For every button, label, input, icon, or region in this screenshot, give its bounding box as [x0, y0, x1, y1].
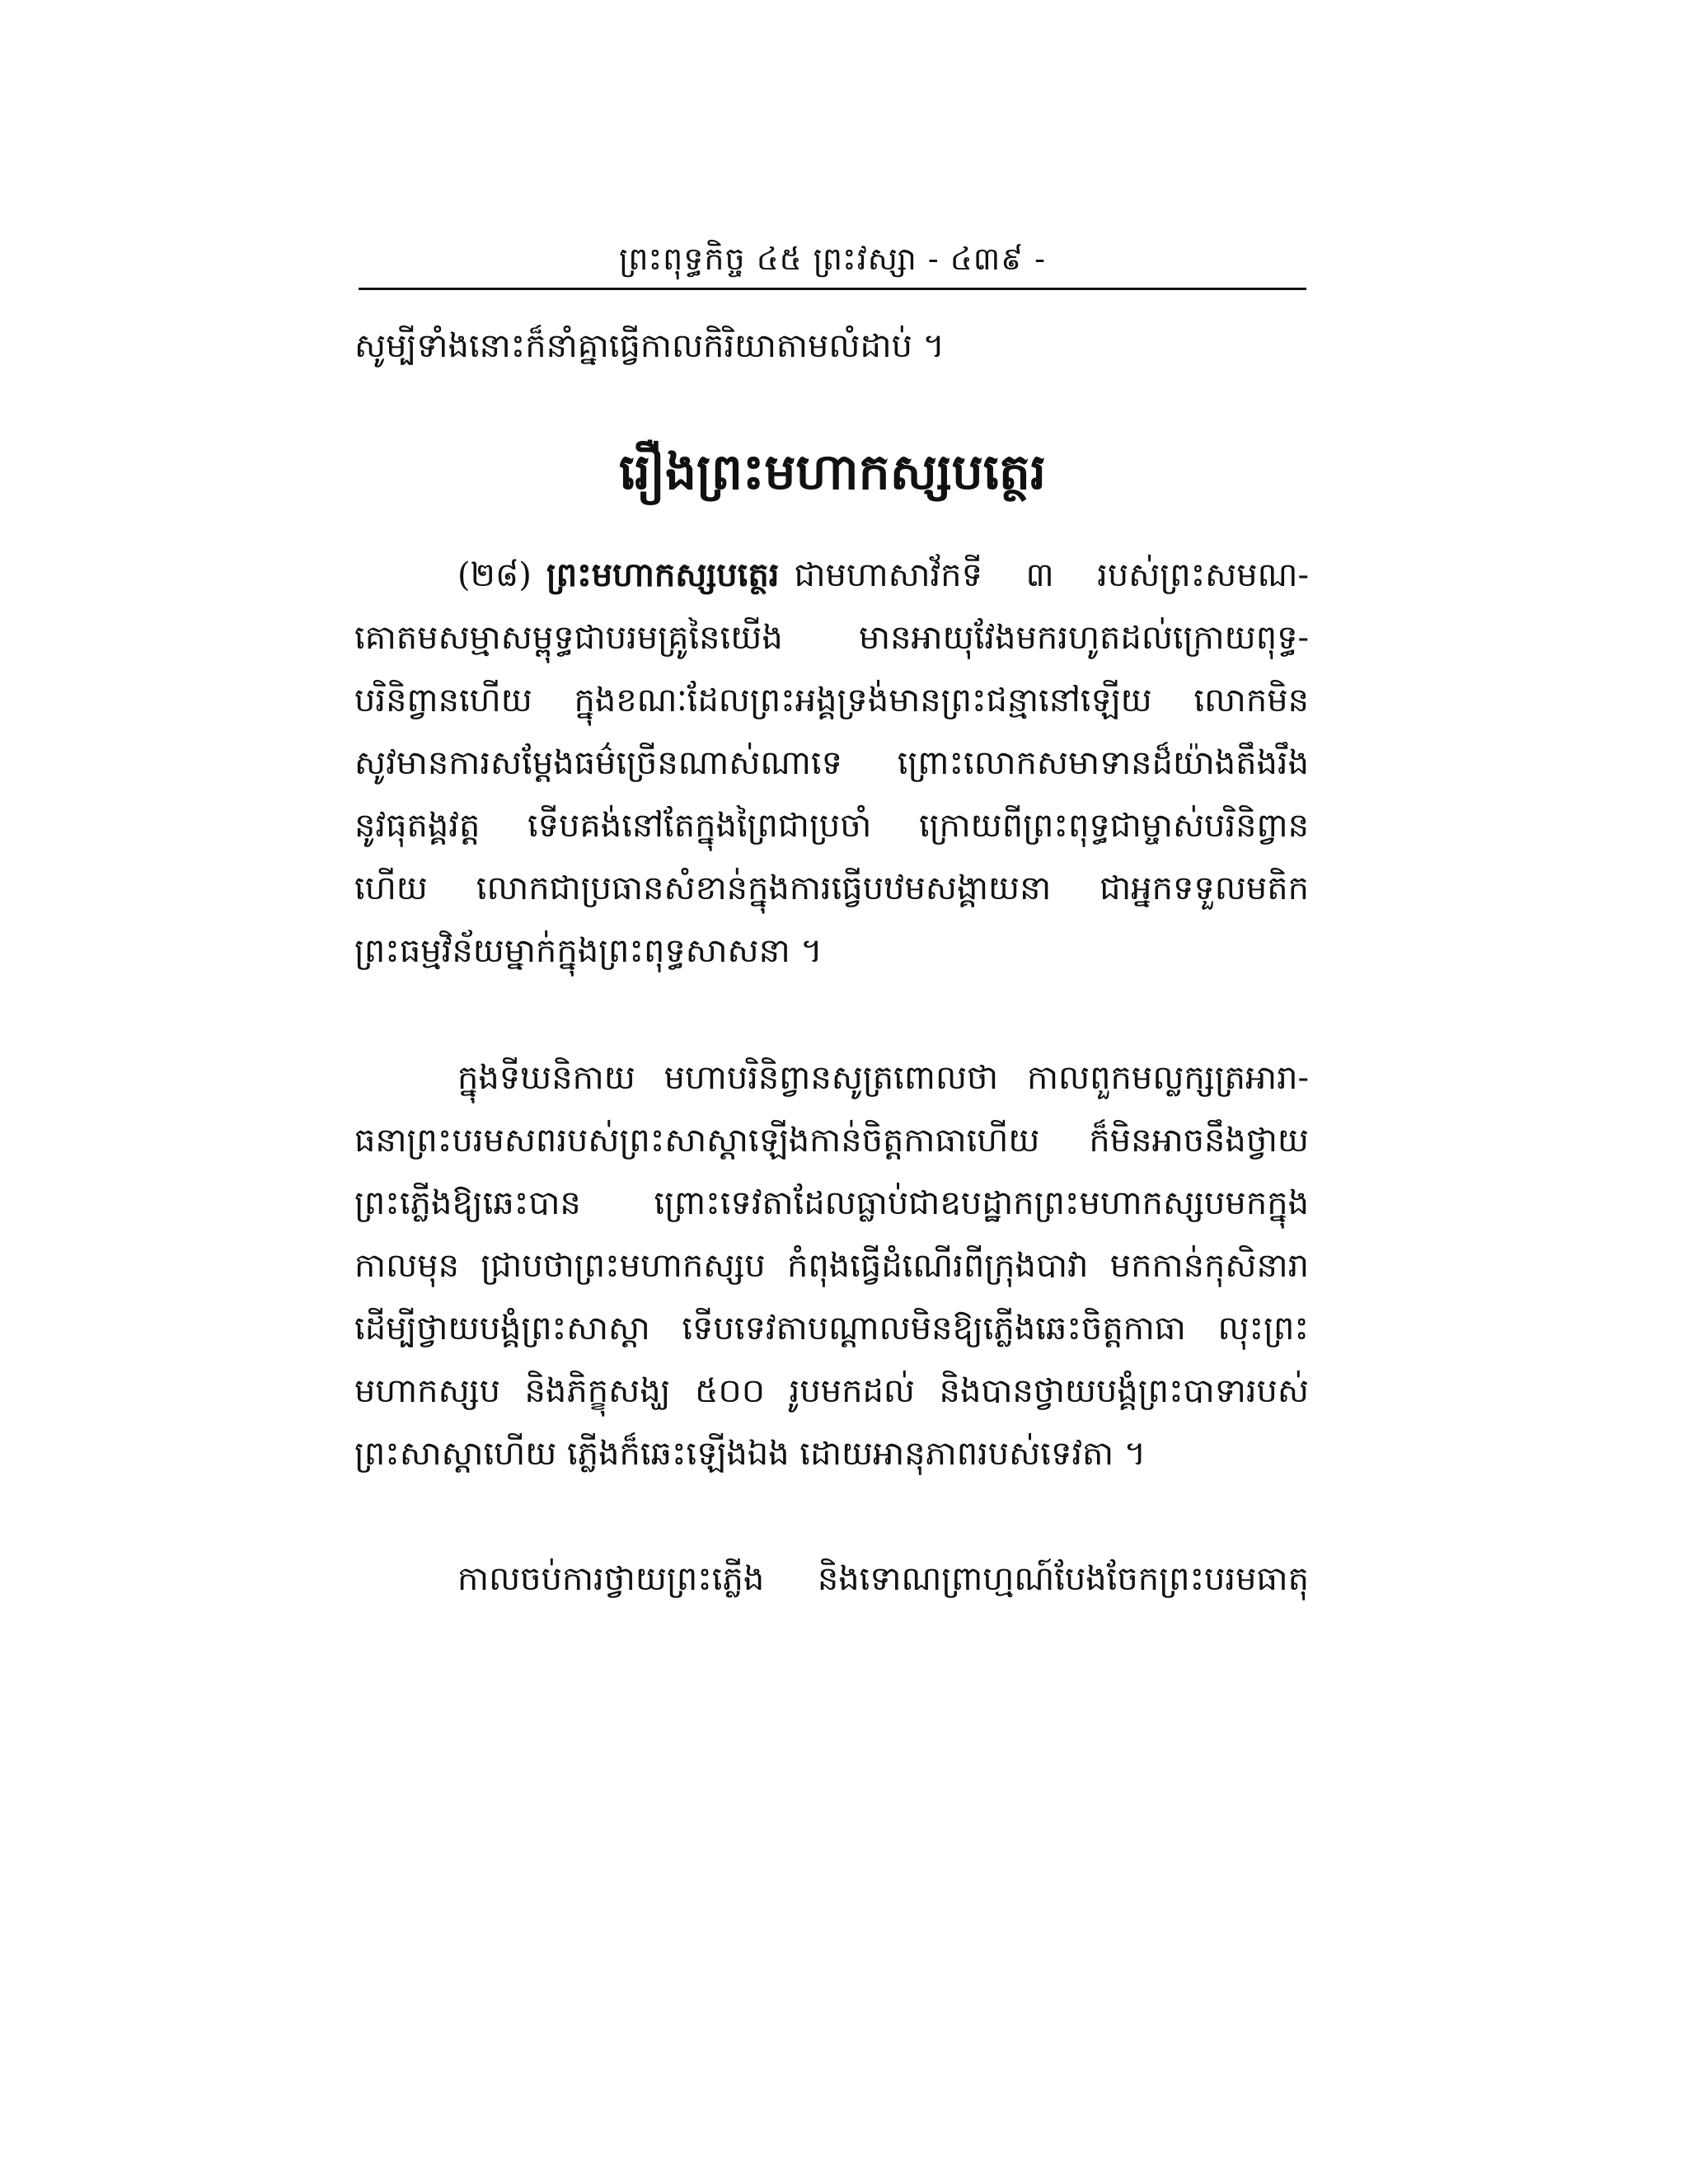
paragraph-1 [354, 544, 1309, 1045]
paragraph-3 [354, 1548, 1309, 1610]
paragraph-2-line-5: ដើម្បីថ្វាយបង្គំព្រះសាស្ដា ទើបទេវតាបណ្ដាលមិនឱ្យភ្លើងឆេះចិត្តកាធា លុះព្រះ [354, 1310, 1309, 1347]
paragraph-lead-name: ព្រះមហាកស្សបត្ថេរ [546, 555, 780, 594]
paragraph-1-line-2: គោតមសម្មាសម្ពុទ្ធជាបរមគ្រូនៃយើង មានអាយុវែងមករហូតដល់ក្រោយពុទ្ធ- [354, 619, 1309, 657]
paragraph-2-line-7: ព្រះសាស្ដាហើយ ភ្លើងក៏ឆេះឡើងឯង ដោយអានុភាពរបស់ទេវតា ។ [354, 1435, 1146, 1473]
paragraph-2-line-3: ព្រះភ្លើងឱ្យឆេះបាន ព្រោះទេវតាដែលធ្លាប់ជាឧបដ្ឋាកព្រះមហាកស្សបមកក្នុង [354, 1184, 1309, 1222]
paragraph-1-line-4: សូវមានការសម្ដែងធម៌ច្រើនណាស់ណាទេ ព្រោះលោកសមាទានដ៏យ៉ាងតឹងរឹង [354, 744, 1309, 782]
paragraph-3-line-1: កាលចប់ការថ្វាយព្រះភ្លើង និងទោណព្រាហ្មណ៍បែងចែកព្រះបរមធាតុ [457, 1560, 1309, 1598]
paragraph-number: (២៨) [457, 556, 532, 594]
paragraph-1-line-7: ព្រះធម្មវិន័យម្នាក់ក្នុងព្រះពុទ្ធសាសនា ។ [354, 932, 823, 970]
paragraph-2-line-6: មហាកស្សប និងភិក្ខុសង្ឃ ៥០០ រូបមកដល់ និងបានថ្វាយបង្គំព្រះបាទារបស់ [354, 1372, 1309, 1410]
paragraph-2-line-1: ក្នុងទីឃនិកាយ មហាបរិនិព្វានសូត្រពោលថា កាលពួកមល្លក្សត្រអារា- [457, 1059, 1309, 1097]
paragraph-2-line-2: ធនាព្រះបរមសពរបស់ព្រះសាស្ដាឡើងកាន់ចិត្តកាធាហើយ ក៏មិនអាចនឹងថ្វាយ [354, 1122, 1309, 1160]
header-rule [359, 288, 1306, 290]
paragraph-1-line-1-text: ជាមហាសាវ័កទី ៣ របស់ព្រះសមណ- [794, 556, 1309, 594]
paragraph-1-line-1 [354, 544, 1309, 607]
section-title: រឿងព្រះមហាកស្សបត្ថេរ [619, 443, 1046, 501]
paragraph-1-line-5: នូវធុតង្គវត្ត ទើបគង់នៅតែក្នុងព្រៃជាប្រចាំ ក្រោយពីព្រះពុទ្ធជាម្ចាស់បរិនិព្វាន [354, 807, 1309, 845]
paragraph-2 [354, 1047, 1309, 1548]
continuation-line: សូម្បីទាំងនោះក៏នាំគ្នាធ្វើកាលកិរិយាតាមលំដាប់ ។ [354, 327, 945, 365]
paragraph-2-line-4: កាលមុន ជ្រាបថាព្រះមហាកស្សប កំពុងធ្វើដំណើរពីក្រុងបាវា មកកាន់កុសិនារា [354, 1247, 1309, 1285]
paragraph-1-line-3: បរិនិព្វានហើយ ក្នុងខណៈដែលព្រះអង្គទ្រង់មានព្រះជន្មានៅឡើយ លោកមិន [354, 682, 1309, 719]
running-header: ព្រះពុទ្ធកិច្ច ៤៥ ព្រះវស្សា - ៤៣៩ - [619, 241, 1046, 277]
paragraph-1-line-6: ហើយ លោកជាប្រធានសំខាន់ក្នុងការធ្វើបឋមសង្គាយនា ជាអ្នកទទួលមតិក [354, 869, 1309, 907]
